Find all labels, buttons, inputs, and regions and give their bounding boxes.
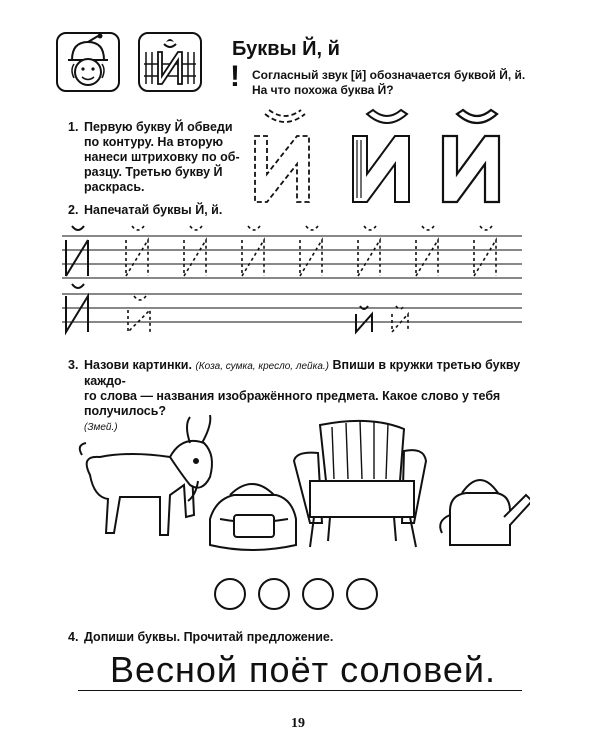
dashed-letter-i-kratkoe [255, 110, 309, 202]
task3-line2: го слова — названия изображённого предмета. Какое слово у тебя получилось? [84, 389, 501, 418]
rule-line-2: На что похожа буква Й? [252, 83, 394, 97]
task1-number: 1. [68, 120, 79, 134]
rule-line-1: Согласный звук [й] обозначается буквой Й, й. [252, 68, 526, 82]
task1-line: нанеси штриховку по об- [84, 150, 240, 164]
task1-text [84, 120, 244, 195]
kid-with-cap-icon [58, 34, 118, 90]
sentence-to-complete: Весной поёт соловей. [110, 649, 496, 690]
task2-text: Напечатай буквы Й, й. [84, 203, 223, 217]
task3-answer: (Змей.) [84, 422, 118, 433]
task3-hint: (Коза, сумка, кресло, лейка.) [195, 361, 330, 372]
goat-picture [80, 415, 212, 535]
task1-line: разцу. Третью букву Й [84, 165, 223, 179]
task1-line: Первую букву Й обведи [84, 120, 233, 134]
watering-can-picture [440, 480, 530, 545]
writing-lines [62, 222, 522, 340]
exclamation-icon: ! [230, 60, 240, 93]
task3-number: 3. [68, 358, 79, 372]
row1-letters [66, 226, 496, 276]
task4-text: Допиши буквы. Прочитай предложение. [84, 630, 334, 644]
writing-baseline [78, 690, 522, 691]
armchair-picture [294, 421, 426, 547]
task3-lead: Назови картинки. [84, 358, 192, 372]
page-title: Буквы Й, й [232, 38, 340, 60]
answer-circle-2[interactable] [258, 578, 290, 610]
fence-icon-box [138, 32, 202, 92]
task1-letters [245, 108, 520, 208]
task4-number: 4. [68, 630, 79, 644]
task3-rest1: Впиши в кружки третью букву каждо- [84, 358, 521, 388]
answer-circle-4[interactable] [346, 578, 378, 610]
bag-picture [210, 484, 296, 550]
task2-number: 2. [68, 203, 79, 217]
task1-line: по контуру. На вторую [84, 135, 224, 149]
outline-letter-i-kratkoe [443, 110, 499, 202]
kid-icon-box [56, 32, 120, 92]
task1-line: раскрась. [84, 180, 145, 194]
page-number: 19 [291, 716, 305, 731]
task3-pictures [70, 415, 530, 565]
answer-circle-1[interactable] [214, 578, 246, 610]
answer-circle-3[interactable] [302, 578, 334, 610]
fence-bird-letter-icon [140, 34, 200, 90]
